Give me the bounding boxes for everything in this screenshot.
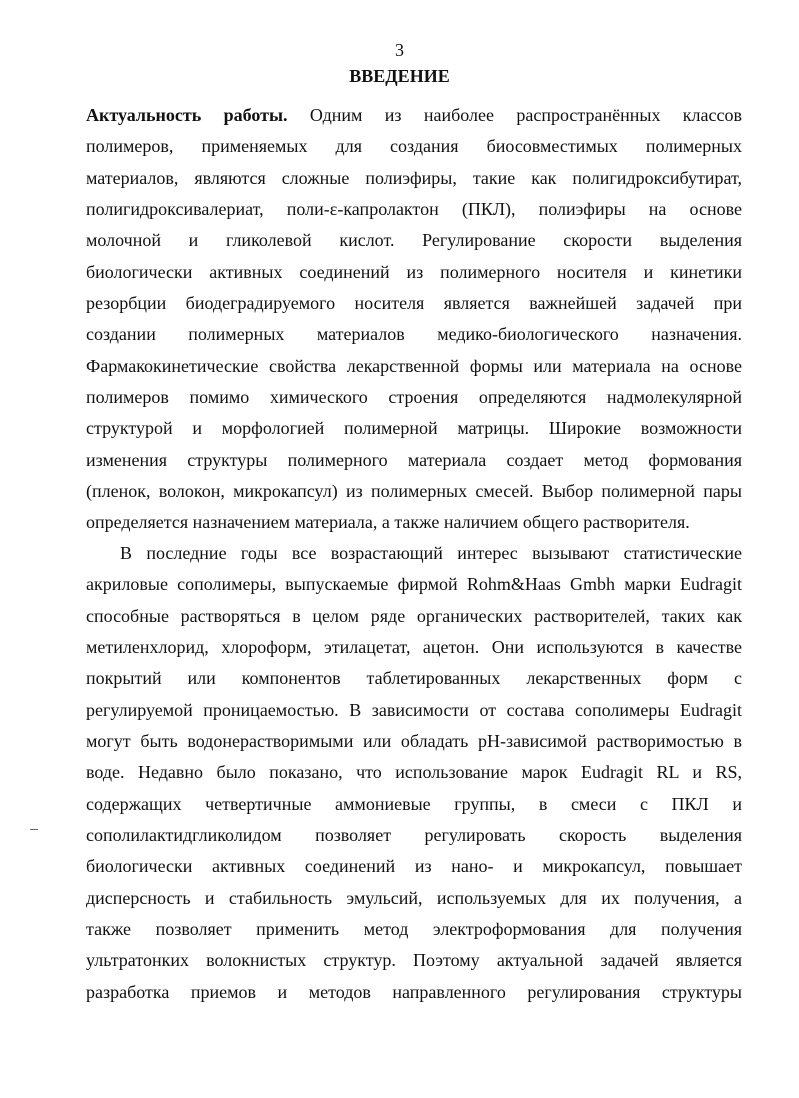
- text-line: Фармакокинетические свойства лекарственной формы или материала на основе: [86, 355, 742, 376]
- text-line: могут быть водонерастворимыми или обладать pH-зависимой растворимостью в: [86, 731, 742, 752]
- text-line: полимеров, применяемых для создания биосовместимых полимерных: [86, 136, 742, 157]
- text-line-rest: Одним из наиболее распространённых классов: [287, 105, 742, 125]
- text-line: разработка приемов и методов направленного регулирования структуры: [86, 981, 742, 1002]
- margin-mark: [30, 829, 38, 830]
- text-line: акриловые сополимеры, выпускаемые фирмой Rohm&Haas Gmbh марки Eudragit: [86, 574, 742, 595]
- text-line: материалов, являются сложные полиэфиры, такие как полигидроксибутират,: [86, 167, 742, 188]
- text-line: регулируемой проницаемостью. В зависимости от состава сополимеры Eudragit: [86, 699, 742, 720]
- text-line: создании полимерных материалов медико-биологического назначения.: [86, 324, 742, 345]
- text-line: резорбции биодеградируемого носителя является важнейшей задачей при: [86, 293, 742, 314]
- section-heading: ВВЕДЕНИЕ: [349, 66, 450, 86]
- text-line: сополилактидгликолидом позволяет регулировать скорость выделения: [86, 825, 742, 846]
- text-line: молочной и гликолевой кислот. Регулирование скорости выделения: [86, 230, 742, 251]
- text-line: изменения структуры полимерного материала создает метод формования: [86, 449, 742, 470]
- text-line: дисперсность и стабильность эмульсий, используемых для их получения, а: [86, 887, 742, 908]
- text-line: полигидроксивалериат, поли-ε-капролактон (ПКЛ), полиэфиры на основе: [86, 199, 742, 220]
- text-line: метиленхлорид, хлороформ, этилацетат, ацетон. Они используются в качестве: [86, 637, 742, 658]
- text-line: структурой и морфологией полимерной матрицы. Широкие возможности: [86, 418, 742, 439]
- text-line: покрытий или компонентов таблетированных лекарственных форм с: [86, 668, 742, 689]
- paragraph-relevance: [86, 100, 742, 539]
- relevance-lead: Актуальность работы.: [86, 105, 288, 125]
- text-line: способные растворяться в целом ряде органических растворителей, таких как: [86, 605, 742, 626]
- text-line: ультратонких волокнистых структур. Поэтому актуальной задачей является: [86, 950, 742, 971]
- text-line: (пленок, волокон, микрокапсул) из полимерных смесей. Выбор полимерной пары: [86, 481, 742, 502]
- paragraph-eudragit: [86, 538, 742, 1008]
- text-line: определяется назначением материала, а также наличием общего растворителя.: [86, 512, 690, 533]
- text-line: [86, 100, 742, 131]
- text-line: также позволяет применить метод электроформования для получения: [86, 919, 742, 940]
- text-line: воде. Недавно было показано, что использование марок Eudragit RL и RS,: [86, 762, 742, 783]
- text-line: биологически активных соединений из нано- и микрокапсул, повышает: [86, 856, 742, 877]
- text-line: биологически активных соединений из полимерного носителя и кинетики: [86, 261, 742, 282]
- text-line: полимеров помимо химического строения определяются надмолекулярной: [86, 387, 742, 408]
- text-line: содержащих четвертичные аммониевые группы, в смеси с ПКЛ и: [86, 793, 742, 814]
- text-line: В последние годы все возрастающий интерес вызывают статистические: [120, 543, 742, 563]
- page-number: 3: [395, 40, 404, 60]
